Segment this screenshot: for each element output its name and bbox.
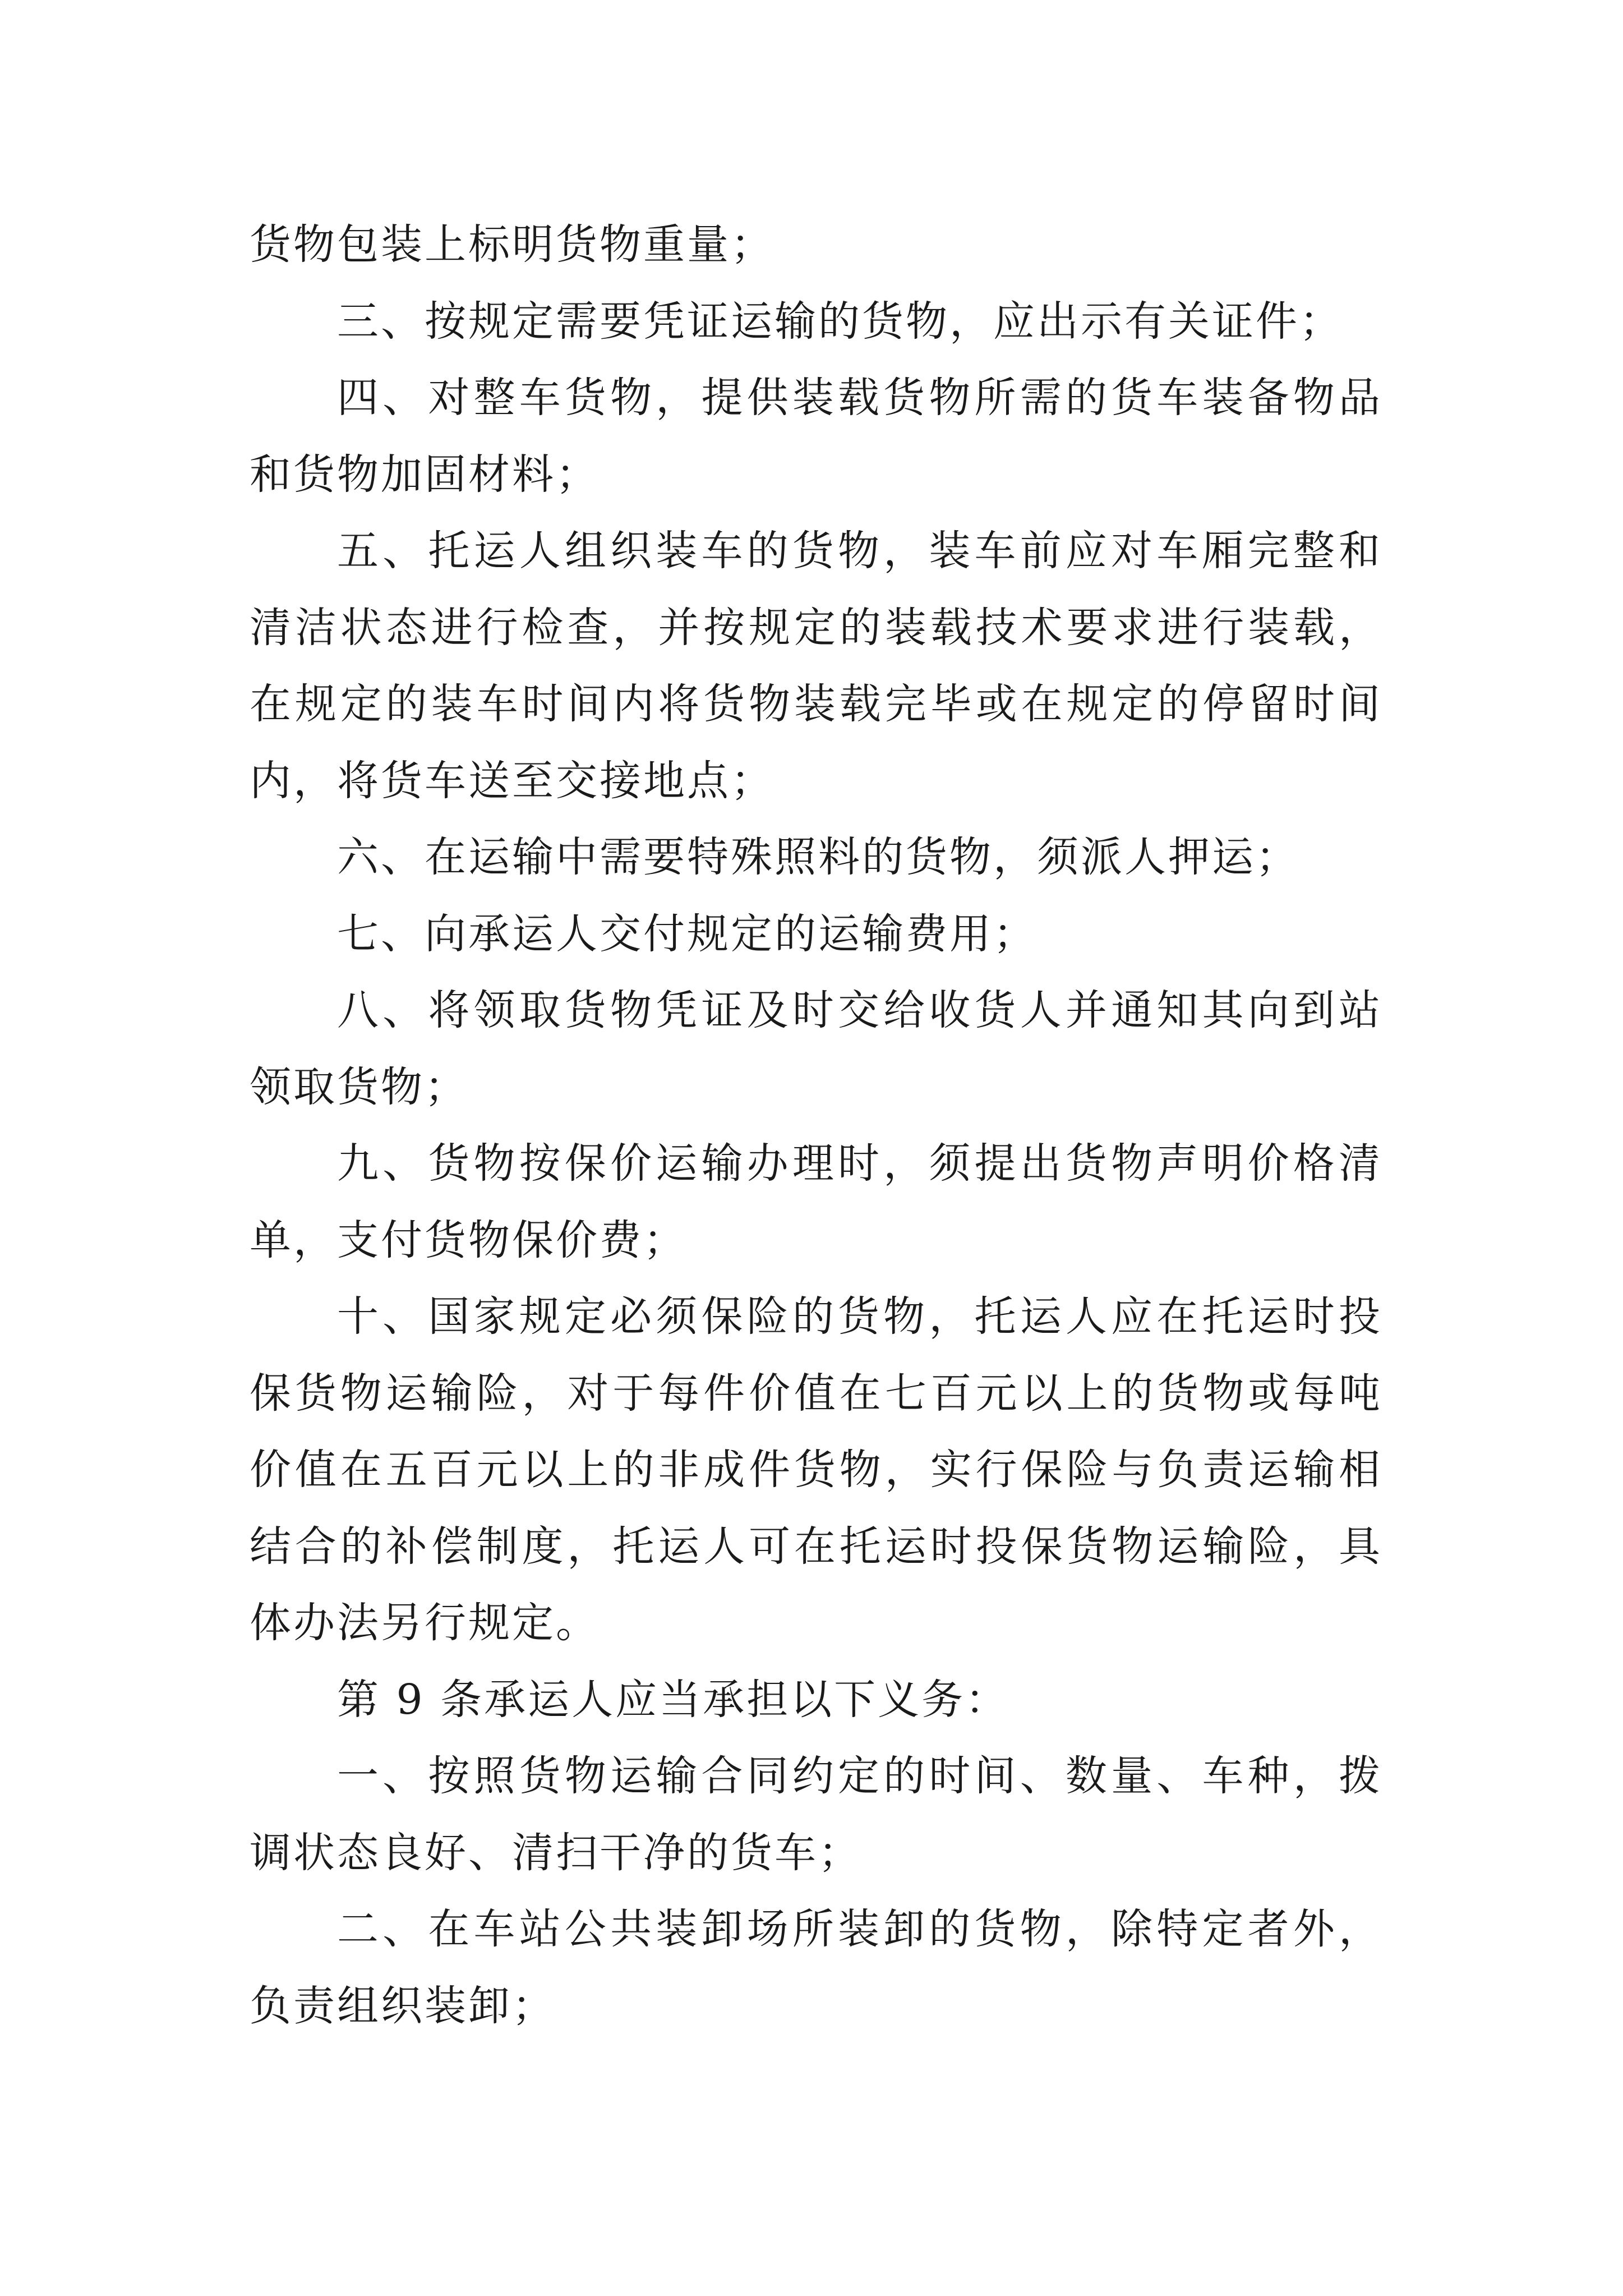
paragraph: 二、在车站公共装卸场所装卸的货物，除特定者外，负责组织装卸； [250,1905,1382,2030]
paragraph: 五、托运人组织装车的货物，装车前应对车厢完整和清洁状态进行检查，并按规定的装载技术要求进行装载，在规定的装车时间内将货物装载完毕或在规定的停留时间内，将货车送至交接地点； [250,527,1382,805]
document-body [250,206,1382,2044]
paragraph: 一、按照货物运输合同约定的时间、数量、车种，拨调状态良好、清扫干净的货车； [250,1752,1382,1877]
paragraph: 第 9 条承运人应当承担以下义务： [337,1675,1009,1724]
paragraph: 八、将领取货物凭证及时交给收货人并通知其向到站领取货物； [250,986,1382,1111]
paragraph: 货物包装上标明货物重量； [250,220,774,269]
paragraph: 十、国家规定必须保险的货物，托运人应在托运时投保货物运输险，对于每件价值在七百元以上的货物或每吨价值在五百元以上的非成件货物，实行保险与负责运输相结合的补偿制度，托运人可在托运时投保货物运输险，具体办法另行规定。 [250,1292,1382,1647]
paragraph: 七、向承运人交付规定的运输费用； [337,909,1037,958]
paragraph: 三、按规定需要凭证运输的货物，应出示有关证件； [337,297,1343,346]
paragraph: 六、在运输中需要特殊照料的货物，须派人押运； [337,833,1299,881]
paragraph: 四、对整车货物，提供装载货物所需的货车装备物品和货物加固材料； [250,374,1382,499]
paragraph: 九、货物按保价运输办理时，须提出货物声明价格清单，支付货物保价费； [250,1139,1382,1264]
